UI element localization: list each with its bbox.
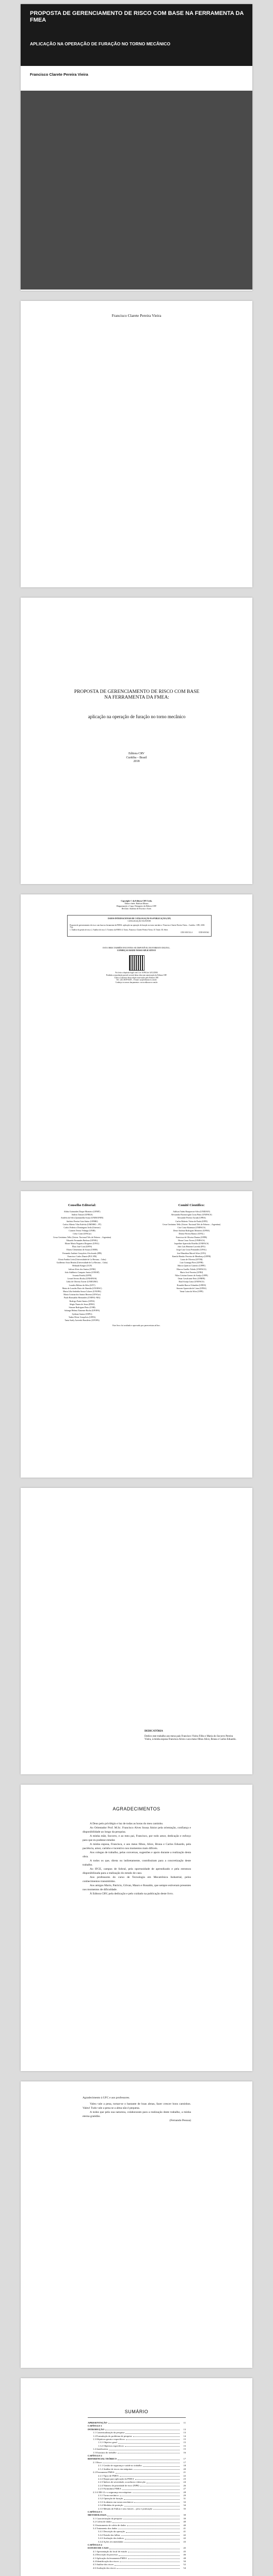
toc-entry-label: 4.5 Análise dos riscos bbox=[93, 2563, 114, 2566]
toc-entry-page: 17 bbox=[183, 2461, 186, 2464]
toc-entry-label: CAPÍTULO 1 bbox=[88, 2425, 102, 2428]
toc-entry-page: 13 bbox=[183, 2431, 186, 2434]
toc-entry-label: 2.2.2 Etapas para aplicação da FMEA bbox=[98, 2477, 134, 2480]
toc-leader bbox=[118, 2527, 180, 2529]
toc-entry-label: 1.3 Objetivos gerais e específicos bbox=[93, 2438, 125, 2441]
board-member: Elizeu Clementino de Souza (UNEB) bbox=[67, 1248, 98, 1251]
toc-leader bbox=[124, 2540, 180, 2543]
toc-leader bbox=[124, 2504, 180, 2506]
toc-leader bbox=[120, 2475, 180, 2477]
review-line: Revisão: Analista de Escrita e Artes bbox=[121, 907, 152, 910]
scientific-committee bbox=[142, 1204, 240, 1293]
toc-entry-label: 4.1 Apresentação do local de estudo bbox=[93, 2550, 127, 2553]
title-page-subtitle: aplicação na operação de furação no torno mecânico bbox=[88, 714, 186, 719]
toc-entry-page: 31 bbox=[183, 2497, 186, 2500]
toc-entry[interactable] bbox=[88, 2567, 186, 2570]
cip-box bbox=[67, 915, 212, 937]
committee-member: Carlos Roberto Vieira de Paula (UFPI) bbox=[175, 1219, 207, 1223]
toc-entry-label: 3.4.4 Ações recomendadas bbox=[98, 2540, 123, 2543]
copyright-line: Copyright © da Editora CRV Ltda. bbox=[121, 900, 152, 902]
toc-entry-label: APRESENTAÇÃO bbox=[88, 2421, 107, 2424]
toc-leader bbox=[116, 2471, 180, 2473]
committee-member: Marcio Queiroz Carneiro (UFPE) bbox=[178, 1264, 205, 1267]
board-member: Maria Cristina dos Santos Bezerra (UFSCar) bbox=[63, 1293, 101, 1296]
toc-entry-label: CAPÍTULO 2 bbox=[88, 2454, 102, 2458]
copyright-page bbox=[21, 894, 252, 1181]
year: 2018 bbox=[133, 760, 140, 763]
toc-entry-page: 42 bbox=[183, 2537, 186, 2540]
toc-leader bbox=[124, 2497, 180, 2499]
toc-entry-label: CAPÍTULO 4 bbox=[88, 2544, 102, 2547]
toc-entry-page: 26 bbox=[183, 2484, 186, 2487]
epigraph-paragraph: Valeu vale a pena, tornar-se o bastante de boas almas, fazer crescer bons caminhos. Valeu! Tudo vale a pena se a alma não é pequena. bbox=[83, 2103, 191, 2110]
board-member: Maria de Lourdes Pinto de Almeida (UNOESC) bbox=[62, 1286, 102, 1290]
toc-leader bbox=[109, 2547, 180, 2549]
scientific-committee-heading: Comitê Científico: bbox=[178, 1204, 205, 1207]
toc-entry-label: 2.2.3 Índices de severidade, ocorrência e detecção bbox=[98, 2481, 146, 2484]
toc-entry-label: 3.4.1 Descrição da operação bbox=[98, 2530, 125, 2533]
toc-entry-label: 2.3.2 Operação de furação bbox=[98, 2497, 123, 2500]
board-member: Eduardo Fernandes Barbosa (UFMG) bbox=[66, 1239, 98, 1242]
editorial-board-heading: Conselho Editorial: bbox=[68, 1204, 97, 1207]
board-member: João Adalberto Campato Junior (UNESP) bbox=[65, 1270, 100, 1274]
website-line: Conheça os nossos lançamentos: www.editoracrv.com.br bbox=[115, 981, 158, 984]
toc-entry-page: 23 bbox=[183, 2477, 186, 2480]
toc-entry-label: 2.1.2 Análise de riscos em máquinas bbox=[98, 2467, 133, 2470]
board-member: Sérgio Nunes de Jesus (IFRO) bbox=[69, 1302, 95, 1306]
toc-leader bbox=[118, 2458, 180, 2460]
toc-entry-label: 2.3.4 Medidas de proteção bbox=[98, 2504, 123, 2507]
toc-leader bbox=[108, 2421, 180, 2424]
acknowledgement-paragraph: A minha esposa, Francisca, e aos meus filhos, Alice, Bruna e Carlos Eduardo, pela paciência, amor, carinho e incentivo nos momentos mais difíceis. bbox=[83, 1843, 191, 1850]
committee-member: Vania Luiza da Silva (UFPI) bbox=[180, 1290, 203, 1293]
toc-entry-label: 2.3 A NR-12 e a segurança em máquinas bbox=[93, 2490, 132, 2494]
committee-member: Alessandra Buonavoglia Costa Pinto (UNIFACS) bbox=[171, 1213, 212, 1216]
design-line: Diagramação e Capa: Designers da Editora CRV bbox=[116, 905, 157, 907]
half-title-author: Francisco Clarete Pereira Vieira bbox=[111, 313, 162, 318]
toc-leader bbox=[105, 2428, 180, 2430]
toc-entry-page: 41 bbox=[183, 2527, 186, 2530]
dedication-page bbox=[21, 1488, 252, 1774]
board-member: Maria Lília Imbiriba Sousa Colares (UNOPA) bbox=[63, 1290, 101, 1293]
cover-author: Francisco Clarete Pereira Vieira bbox=[30, 72, 88, 77]
toc-rule bbox=[88, 2417, 186, 2418]
committee-member: Heron Cesar Torres (UNIFACS) bbox=[178, 1239, 205, 1242]
toc-entry-page: 17 bbox=[183, 2458, 186, 2461]
committee-member: Mario José Ferreira (UFRJ) bbox=[180, 1270, 203, 1274]
cip-subtitle: CATALOGAÇÃO NA FONTE bbox=[127, 920, 151, 922]
board-member: Guillermo Arias Beatón (Universidade de La Havana – Cuba) bbox=[56, 1261, 108, 1264]
board-member: Helmuth Krüger (UCP) bbox=[72, 1264, 92, 1267]
dedication-text: Dedico este trabalho aos meus pais Francisco Vieira Filho e Maria do Socorro Pereira Vieira, à minha esposa Francisca Alves e aos meus filhos Alice, Bruna e Carlos Eduardo. bbox=[144, 1735, 236, 1741]
toc-leader bbox=[122, 2487, 180, 2489]
committee-member: Jaqueline Aparecida Botelho (UNIFACS) bbox=[174, 1242, 209, 1245]
toc-entry-label: 1.3.1 Objetivo geral bbox=[98, 2441, 117, 2444]
toc-entry-page: 33 bbox=[183, 2500, 186, 2503]
board-member: Aldira Guimarães Duque Monteiro (UFMT) bbox=[63, 1210, 101, 1213]
acknowledgement-paragraph: Ao IFCE, campus de Sobral, pela oportunidade de aprendizado e pela estrutura disponibilizada para a realização do estudo de caso. bbox=[83, 1868, 191, 1875]
legal-line: Foi feito o depósito legal conf. Lei 10.994 de 14/12/2004 bbox=[115, 972, 158, 974]
board-member: Cesar Gerónimo Tello (Univer. Nacional Três de Febrero – Argentina) bbox=[53, 1235, 111, 1239]
toc-entry-label: 2.2.5 Formulário FMEA bbox=[98, 2487, 121, 2490]
committee-member: Adilson Tadeu Basquerote Silva (UNIDAVI) bbox=[173, 1210, 210, 1213]
toc-leader bbox=[117, 2567, 180, 2569]
toc-entry-page: 14 bbox=[183, 2434, 186, 2437]
acknowledgement-paragraph: Aos colegas de trabalho, pelas conversas, sugestões e apoio durante a realização desta obra. bbox=[83, 1851, 191, 1858]
toc-entry-page: 45 bbox=[183, 2547, 186, 2550]
toc-entry-page: 13 bbox=[183, 2428, 186, 2431]
toc-entry-page: 46 bbox=[183, 2553, 186, 2556]
toc-entry-page: 45 bbox=[183, 2550, 186, 2553]
cover-subtitle: APLICAÇÃO NA OPERAÇÃO DE FURAÇÃO NO TORNO MECÂNICO bbox=[30, 41, 171, 46]
toc-leader bbox=[140, 2484, 180, 2486]
toc-entry-page: 39 bbox=[183, 2517, 186, 2520]
committee-member: Ciro Costa Kitamura (UNIFACS) bbox=[178, 1226, 205, 1229]
toc-entry-page: 35 bbox=[183, 2507, 186, 2510]
toc-leader bbox=[147, 2481, 180, 2483]
digital-note: ESTA OBRA TAMBÉM ENCONTRA-SE DISPONÍVEL EM FORMATO DIGITAL. bbox=[103, 947, 170, 949]
toc-leader bbox=[127, 2524, 180, 2526]
toc-entry-page: 27 bbox=[183, 2487, 186, 2490]
toc-entry-label: 4.3 Aplicação da ferramenta FMEA bbox=[93, 2556, 127, 2560]
half-title-page bbox=[21, 301, 252, 587]
board-member: Andrea Tomazi (UFRGS) bbox=[71, 1213, 93, 1216]
toc-leader bbox=[120, 2560, 180, 2562]
toc-leader bbox=[134, 2468, 180, 2470]
place: Curitiba – Brasil bbox=[126, 756, 147, 759]
toc-entry-page: 52 bbox=[183, 2563, 186, 2566]
toc-entry-page: 29 bbox=[183, 2494, 186, 2497]
toc-entry-page: 15 bbox=[183, 2438, 186, 2441]
toc-leader bbox=[128, 2557, 180, 2559]
toc-entry-label: 3.3 Instrumento de coleta de dados bbox=[93, 2523, 126, 2527]
app-note: CONHEÇA E BAIXE NOSSO APLICATIVO! bbox=[117, 950, 156, 952]
board-member: Tania Suely Azevedo Brasileiro (UFOPA) bbox=[65, 1318, 100, 1321]
board-member: Lídia de Oliveira Xavier (UNIEURO) bbox=[66, 1280, 98, 1283]
toc-entry-label: 2.3.5 Método de Fallon e seus fatores – peso e pontuação bbox=[98, 2507, 153, 2510]
toc-entry-page: 40 bbox=[183, 2523, 186, 2527]
committee-member: Alexandre Pereira Arruda (UFBA) bbox=[177, 1216, 206, 1219]
acknowledgement-paragraph: A minha mãe, Socorro, e ao meu pai, Francisco, por todo amor, dedicação e esforço para que eu pudesse estudar. bbox=[83, 1835, 191, 1842]
committee-member: Francisca de Oliveira Dantas (UFPB) bbox=[176, 1235, 207, 1239]
epigraph-author: (Fernando Pessoa) bbox=[169, 2119, 191, 2122]
epigraph-intro: Agradecimento à UFC e aos professores. bbox=[83, 2096, 130, 2099]
epigraph-page bbox=[21, 2081, 252, 2368]
toc-entry-page: 28 bbox=[183, 2490, 186, 2494]
committee-member: Ronaldo Barros Orlandini (UFRN) bbox=[177, 1283, 206, 1286]
board-member: Élsio José Corá (UFFS) bbox=[72, 1245, 92, 1248]
board-member: Carmen Tereza Velanga (UNIR) bbox=[69, 1229, 95, 1232]
committee-member: Luiz Gonzaga Pires (UFPB) bbox=[180, 1261, 203, 1264]
committee-member: Nilza Cristina Gomes de Araújo (UFPI) bbox=[175, 1274, 208, 1277]
toc-entry-page: 15 bbox=[183, 2444, 186, 2447]
board-member: Lourdes Helena da Silva (UFV) bbox=[69, 1283, 95, 1286]
qr-code-icon[interactable] bbox=[129, 955, 144, 971]
toc-entry-page: 50 bbox=[183, 2560, 186, 2563]
toc-entry-page: 42 bbox=[183, 2533, 186, 2536]
contact-line: Tel.: (41) 3039-6418 – E-mail: sac@editoracrv.com.br bbox=[116, 979, 157, 981]
toc-leader bbox=[109, 2448, 180, 2450]
toc-leader bbox=[126, 2530, 180, 2532]
toc-leader bbox=[135, 2478, 180, 2480]
toc-entry-page: 54 bbox=[183, 2566, 186, 2569]
toc-entry-page: 21 bbox=[183, 2471, 186, 2474]
board-member: Carlos Alberto Vilar Estêvão (UMINHO – PT) bbox=[62, 1223, 102, 1226]
cover-page bbox=[21, 4, 252, 291]
toc-entry-label: 2.3.3 Acidentes em tornos mecânicos bbox=[98, 2500, 134, 2503]
toc-entry-label: 4.2 Descrição do processo bbox=[93, 2553, 118, 2556]
toc-leader bbox=[120, 2494, 180, 2496]
toc-entry-label: INTRODUÇÃO bbox=[88, 2428, 104, 2431]
committee-member: Omar Cavalcante Neto (UFRPE) bbox=[178, 1277, 205, 1280]
board-member: Carlos Federico Dominguez Avila (Unieuro) bbox=[63, 1226, 101, 1229]
committee-member: Denise Pereira Ramos (UFAL) bbox=[179, 1232, 204, 1235]
toc-entry-page: 39 bbox=[183, 2514, 186, 2517]
review-note: Este livro foi avaliado e aprovado por pareceristas ad hoc. bbox=[113, 1324, 160, 1327]
board-member: Jailson Alves dos Santos (UFRJ) bbox=[68, 1267, 96, 1270]
board-member: Rodrigo Pratte-Santos (UFES) bbox=[69, 1299, 95, 1302]
board-member: Fernando Antônio Gonçalves Alcoforado (IPB) bbox=[62, 1251, 102, 1255]
toc-heading: SUMÁRIO bbox=[124, 2409, 149, 2414]
toc-leader bbox=[128, 2550, 180, 2552]
toc-entry-page: 34 bbox=[183, 2504, 186, 2507]
toc-entry-label: 2.1 Risco bbox=[93, 2461, 102, 2464]
board-member: Sydione Santos (UEPG) bbox=[72, 1312, 92, 1315]
toc-entry-label: 1.3.2 Objetivos específicos bbox=[98, 2444, 124, 2447]
toc-entry-label: METODOLOGIA bbox=[88, 2514, 107, 2517]
toc-entry-label: 2.2.1 Tipos de FMEA bbox=[98, 2474, 119, 2477]
board-member: Solange Helena Ximenes-Rocha (UFOPA) bbox=[64, 1309, 100, 1312]
toc-leader bbox=[153, 2507, 180, 2510]
acknowledgements-heading: AGRADECIMENTOS bbox=[113, 1806, 160, 1811]
toc-entry-label: 3.1 Caracterização da pesquisa bbox=[93, 2517, 122, 2520]
dedication-heading: DEDICATÓRIA bbox=[144, 1730, 163, 1733]
toc-leader bbox=[133, 2435, 180, 2437]
toc-leader bbox=[115, 2563, 180, 2565]
cip-pages: 70 p. bbox=[70, 926, 74, 929]
board-member: Simone Rodrigues Pinto (UNB) bbox=[69, 1306, 95, 1309]
committee-member: Kamila Haruko Ferreira de Mendonça (UFPB) bbox=[172, 1255, 211, 1258]
acknowledgement-paragraph: A Deus pelo privilégio e luz de todas as horas do meu caminho. bbox=[90, 1822, 164, 1825]
toc-list bbox=[88, 2421, 186, 2570]
boards-page bbox=[21, 1191, 252, 1478]
acknowledgement-paragraph: Aos amigos Mario, Patrício, Gilvan, Mauro e Ronaldo, que sempre estiveram presentes nos momentos de dificuldade. bbox=[83, 1884, 191, 1891]
toc-entry-label: 1.1 Contextualização da pesquisa bbox=[93, 2431, 125, 2434]
toc-leader bbox=[126, 2438, 180, 2440]
committee-member: Raul Araújo Lima (UNIFACS) bbox=[179, 1280, 204, 1283]
board-member: Leonel Severo Rocha (UNISINOS) bbox=[67, 1277, 97, 1280]
board-member: Gloria Fariñas León (Universidade de La Havana – Cuba) bbox=[58, 1258, 106, 1261]
toc-entry-page: 15 bbox=[183, 2441, 186, 2444]
toc-entry-label: 4.6 Avaliação dos riscos bbox=[93, 2566, 116, 2569]
editorial-board bbox=[33, 1204, 131, 1322]
cover-image-area bbox=[21, 91, 252, 290]
epigraph-paragraph: A todos que pela sua natureza, colaboraram para a realização deste trabalho, a minha eterna gratidão. bbox=[83, 2111, 191, 2118]
toc-leader bbox=[133, 2491, 180, 2493]
toc-entry-page: 20 bbox=[183, 2467, 186, 2470]
acknowledgement-paragraph: Aos professores do curso de Tecnologia em Mecatrônica Industrial, pelos conhecimentos transmitidos. bbox=[83, 1876, 191, 1883]
toc-leader bbox=[123, 2517, 180, 2519]
toc-leader bbox=[121, 2534, 180, 2536]
toc-entry-page: 41 bbox=[183, 2530, 186, 2533]
cip-record: Proposta de gerenciamento de risco com base na ferramenta da FMEA: aplicação na operação de furação no torno mecânico / Francisco Clarete Pereira Vieira – Curitiba : CRV, 2018. bbox=[70, 924, 205, 926]
toc-entry-label: 3.2 Coleta de dados bbox=[93, 2520, 112, 2523]
toc-entry-label: 1.4 Justificativa bbox=[93, 2448, 108, 2451]
cover-title: PROPOSTA DE GERENCIAMENTO DE RISCO COM BASE NA FERRAMENTA DA FMEA bbox=[30, 10, 244, 23]
publisher: Editora CRV bbox=[128, 752, 145, 755]
committee-member: Laura de Oliveira (UFTM) bbox=[180, 1258, 203, 1261]
toc-entry-page: 11 bbox=[183, 2421, 186, 2424]
toc-entry-page: 15 bbox=[183, 2448, 186, 2451]
board-member: Tadeu Oliver Gonçalves (UFPA) bbox=[68, 1315, 96, 1318]
committee-member: Deise Antônia Rodrigues Monteiro (UFBA) bbox=[173, 1229, 210, 1232]
toc-leader bbox=[118, 2451, 180, 2453]
toc-entry-label: CAPÍTULO 3 bbox=[88, 2510, 102, 2513]
toc-entry-label: 4.4 Identificação dos riscos bbox=[93, 2560, 119, 2563]
toc-leader bbox=[134, 2501, 180, 2503]
toc-page-1 bbox=[21, 2378, 252, 2576]
toc-leader bbox=[125, 2431, 180, 2433]
toc-entry-page: 24 bbox=[183, 2481, 186, 2484]
title-page bbox=[21, 598, 252, 884]
toc-leader bbox=[107, 2514, 180, 2516]
toc-entry-label: REFERENCIAL TEÓRICO bbox=[88, 2458, 117, 2461]
board-member: Celso Conti (UFSCar) bbox=[73, 1232, 91, 1235]
toc-entry-label: 3.4.3 Avaliação dos índices bbox=[98, 2537, 124, 2540]
acknowledgement-paragraph: A todos os que, direta ou indiretamente, contribuíram para a concretização deste trabalho. bbox=[83, 1859, 191, 1867]
toc-entry-label: 1.5 Estrutura do trabalho bbox=[93, 2451, 117, 2454]
toc-entry-page: 48 bbox=[183, 2556, 186, 2560]
toc-leader bbox=[125, 2537, 180, 2539]
legal-line: Todos os direitos desta edição reservados pela Editora CRV bbox=[114, 976, 159, 979]
toc-entry-label: 3.4 Tratamento dos dados bbox=[93, 2527, 118, 2530]
committee-member: Marcos Aurélio Toledo (UNIFACS) bbox=[176, 1267, 206, 1270]
committee-member: Simone Aparecida de Lima (UFBA) bbox=[176, 1286, 206, 1290]
board-member: Antônio Pereira Gaio Júnior (UFRRJ) bbox=[66, 1219, 98, 1223]
toc-leader bbox=[103, 2461, 180, 2463]
toc-entry-page: 40 bbox=[183, 2520, 186, 2523]
toc-entry-label: 2.2.4 Número de prioridade de risco (NPR) bbox=[98, 2484, 139, 2487]
cip-cdd: CDD 658.562 bbox=[198, 931, 209, 934]
committee-member: Cesar Gerónimo Tello (Univer. Nacional Três de Febrero – Argentina) bbox=[162, 1223, 221, 1226]
committee-member: João Luís Heneine Lacerda (IFG) bbox=[178, 1245, 205, 1248]
acknowledgements-page bbox=[21, 1785, 252, 2071]
toc-leader bbox=[125, 2445, 180, 2447]
committee-member: Jorge Luiz Costa Fernandes (UFAL) bbox=[176, 1248, 207, 1251]
cip-cdu: CDU 658.512.4 bbox=[180, 931, 192, 934]
toc-entry-page: 43 bbox=[183, 2540, 186, 2543]
toc-entry-label: 1.2 Formulação do problema de pesquisa bbox=[93, 2434, 132, 2437]
editor-line: Editor-chefe: Railson Moura bbox=[124, 902, 149, 905]
toc-leader bbox=[119, 2553, 180, 2555]
toc-entry-label: ESTUDO DE CASO bbox=[88, 2547, 109, 2550]
acknowledgement-paragraph: À Editora CRV, pela dedicação e pelo cuidado na publicação deste livro. bbox=[90, 1892, 174, 1895]
toc-leader bbox=[143, 2464, 180, 2466]
board-member: Paulo Romualdo Hernandes (UNIFAL-MG) bbox=[63, 1296, 101, 1299]
board-member: Andréia da Silva Quintanilha Sousa (UNIR/UFRN) bbox=[60, 1216, 104, 1219]
toc-leader bbox=[113, 2520, 180, 2522]
committee-member: José Hamilton Maciel Silva (UFG) bbox=[177, 1251, 206, 1255]
toc-entry-label: 2.2 Ferramenta FMEA bbox=[93, 2471, 115, 2474]
board-member: Elione Maria Nogueira Diogenes (UFAL) bbox=[65, 1242, 100, 1245]
legal-line: Proibida a reprodução parcial ou total desta obra sem autorização da Editora CRV bbox=[106, 974, 167, 976]
cip-subjects: 1. Análise de gestão de risco 2. Análise de risco 3. Torneiro da FMEA 4. Torno, Francisco Clarete Pereira Vieira. II. Título. III. Série. bbox=[70, 929, 168, 931]
toc-entry-label: 2.3.1 Torno mecânico bbox=[98, 2494, 119, 2497]
toc-entry-page: 22 bbox=[183, 2474, 186, 2477]
toc-entry-page: 16 bbox=[183, 2451, 186, 2454]
toc-entry-page: 18 bbox=[183, 2464, 186, 2467]
board-member: Josania Portela (UFPI) bbox=[72, 1274, 92, 1277]
toc-entry-label: 2.1.1 Gestão de segurança e saúde no trabalho bbox=[98, 2464, 142, 2467]
acknowledgement-paragraph: Ao Orientador Prof. M.Sc. Francisco Alves Sousa Júnior pela orientação, confiança e disponibilidade ao longo da pesquisa. bbox=[83, 1826, 191, 1834]
board-member: Francisco Carlos Duarte (PUC-PR) bbox=[67, 1255, 97, 1258]
cip-title: DADOS INTERNACIONAIS DE CATALOGAÇÃO-NA-PUBLICAÇÃO (CIP) bbox=[108, 918, 171, 920]
toc-entry-label: 3.4.2 Estudo das falhas bbox=[98, 2533, 120, 2536]
title-page-title: PROPOSTA DE GERENCIAMENTO DE RISCO COM BASE NA FERRAMENTA DA FMEA: bbox=[74, 689, 200, 700]
toc-leader bbox=[118, 2441, 180, 2443]
